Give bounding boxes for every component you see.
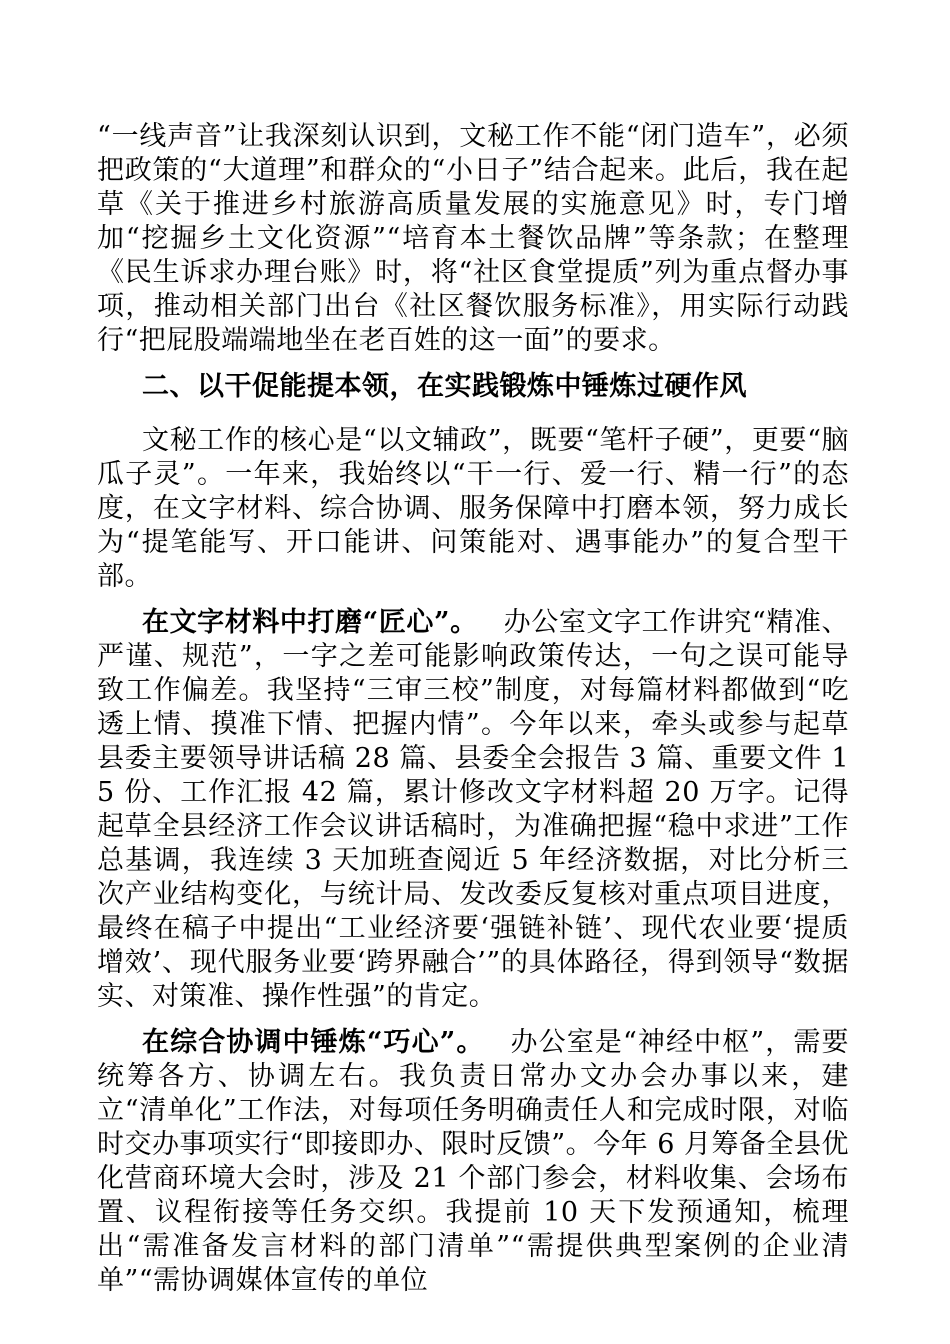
paragraph-body-coordination: 办公室是“神经中枢”，需要统筹各方、协调左右。我负责日常办文办会办事以来，建立“清单化”工作法，对每项任务明确责任人和完成时限，对临时交办事项实行“即接即办、限时反馈”。今年 6 月筹备全县优化营商环境大会时，涉及 21 个部门参会，材料收集、会场布置、议程衔接等任务交织。我提前 10 天下发预通知，梳理出“需准备发言材料的部门清单”“需提供典型案例的企业清单”“需协调媒体宣传的单位 — [97, 1027, 849, 1296]
paragraph-lead-coordination: 在综合协调中锤炼“巧心”。 — [142, 1027, 485, 1058]
section-heading: 二、以干促能提本领，在实践锻炼中锤炼过硬作风 — [142, 371, 747, 402]
paragraph-continuation: “一线声音”让我深刻认识到，文秘工作不能“闭门造车”，必须把政策的“大道理”和群众的“小日子”结合起来。此后，我在起草《关于推进乡村旅游高质量发展的实施意见》时，专门增加“挖掘乡土文化资源”“培育本土餐饮品牌”等条款；在整理《民生诉求办理台账》时，将“社区食堂提质”列为重点督办事项，推动相关部门出台《社区餐饮服务标准》，用实际行动践行“把屁股端端地坐在老百姓的这一面”的要求。 — [97, 121, 849, 356]
paragraph-intro: 文秘工作的核心是“以文辅政”，既要“笔杆子硬”，更要“脑瓜子灵”。一年来，我始终以“干一行、爱一行、精一行”的态度，在文字材料、综合协调、服务保障中打磨本领，努力成长为“提笔能写、开口能讲、问策能对、遇事能办”的复合型干部。 — [97, 425, 849, 592]
paragraph-coordination — [97, 1026, 849, 1298]
paragraph-body-craftsmanship: 办公室文字工作讲究“精准、严谨、规范”，一字之差可能影响政策传达，一句之误可能导致工作偏差。我坚持“三审三校”制度，对每篇材料都做到“吃透上情、摸准下情、把握内情”。今年以来，牵头或参与起草县委主要领导讲话稿 28 篇、县委全会报告 3 篇、重要文件 15 份、工作汇报 42 篇，累计修改文字材料超 20 万字。记得起草全县经济工作会议讲话稿时，为准确把握“稳中求进”工作总基调，我连续 3 天加班查阅近 5 年经济数据，对比分析三次产业结构变化，与统计局、发改委反复核对重点项目进度，最终在稿子中提出“工业经济要‘强链补链’、现代农业要‘提质增效’、现代服务业要‘跨界融合’”的具体路径，得到领导“数据实、对策准、操作性强”的肯定。 — [97, 607, 849, 1012]
paragraph-lead-craftsmanship: 在文字材料中打磨“匠心”。 — [142, 607, 478, 638]
page-text-body — [97, 120, 849, 1310]
paragraph-craftsmanship — [97, 606, 849, 1014]
